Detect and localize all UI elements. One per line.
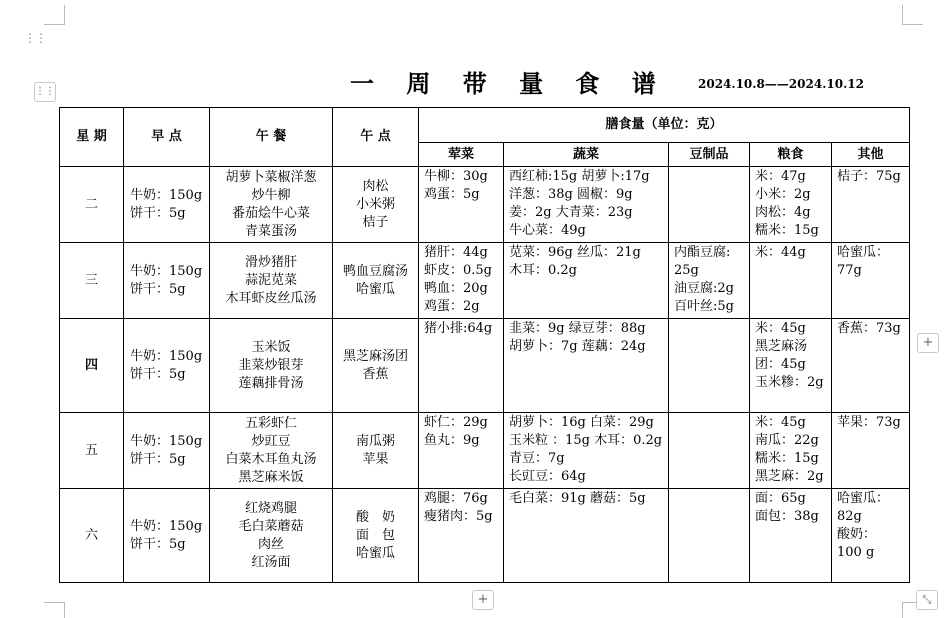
meat-cell[interactable]	[419, 319, 504, 413]
breakfast-line: 饼干：5g	[130, 451, 186, 467]
grain-line: 米：47g	[755, 169, 806, 184]
snack-cell[interactable]	[333, 413, 419, 489]
breakfast-line: 饼干：5g	[130, 205, 186, 221]
table-handle-icon[interactable]: ⋮⋮	[34, 82, 56, 102]
day-cell[interactable]: 五	[60, 413, 124, 489]
vegetable-line: 长豇豆：64g	[509, 469, 586, 484]
soy-cell[interactable]	[669, 243, 750, 319]
grain-line: 米：45g	[755, 415, 806, 430]
lunch-line: 木耳虾皮丝瓜汤	[225, 290, 317, 306]
vegetable-line: 西红柿:15g 胡萝卜:17g	[509, 169, 650, 184]
other-line: 哈蜜瓜：	[837, 245, 890, 260]
grain-line: 米：45g	[755, 321, 806, 336]
vegetable-line: 姜：2g 大青菜：23g	[509, 205, 633, 220]
table-row	[60, 319, 910, 413]
soy-line: 百叶丝:5g	[674, 299, 734, 314]
snack-line: 黑芝麻汤团	[342, 348, 408, 364]
grain-line: 黑芝麻汤	[755, 339, 808, 354]
day-cell[interactable]: 四	[60, 319, 124, 413]
day-cell[interactable]: 二	[60, 167, 124, 243]
snack-line: 南瓜粥	[355, 433, 395, 449]
breakfast-cell[interactable]	[124, 413, 210, 489]
meat-line: 鸡蛋：5g	[424, 187, 480, 202]
soy-line: 25g	[674, 263, 699, 278]
snack-line: 哈蜜瓜	[355, 545, 395, 561]
soy-cell[interactable]	[669, 413, 750, 489]
header-meat: 荤菜	[419, 143, 504, 167]
other-line: 酸奶：	[837, 527, 877, 542]
lunch-line: 黑芝麻米饭	[238, 469, 304, 485]
snack-cell[interactable]	[333, 167, 419, 243]
snack-line: 小米粥	[355, 196, 395, 212]
other-line: 100 g	[837, 545, 875, 560]
breakfast-line: 饼干：5g	[130, 536, 186, 552]
soy-cell[interactable]	[669, 319, 750, 413]
other-line: 苹果：73g	[837, 415, 901, 430]
lunch-cell[interactable]	[210, 167, 333, 243]
lunch-line: 胡萝卜菜椒洋葱	[225, 169, 317, 185]
lunch-cell[interactable]	[210, 243, 333, 319]
breakfast-line: 牛奶：150g	[130, 518, 203, 534]
grain-line: 米：44g	[755, 245, 806, 260]
grain-cell[interactable]	[750, 319, 832, 413]
vegetable-cell[interactable]	[504, 167, 669, 243]
vegetable-line: 胡萝卜：7g 莲藕：24g	[509, 339, 646, 354]
snack-line: 哈蜜瓜	[355, 281, 395, 297]
snack-line: 肉松	[362, 178, 389, 194]
other-line: 77g	[837, 263, 862, 278]
meat-line: 鸡蛋：2g	[424, 299, 480, 314]
lunch-cell[interactable]	[210, 413, 333, 489]
grain-line: 黑芝麻：2g	[755, 469, 824, 484]
vegetable-line: 苋菜：96g 丝瓜：21g	[509, 245, 641, 260]
breakfast-cell[interactable]	[124, 319, 210, 413]
lunch-line: 番茄烩牛心菜	[231, 205, 310, 221]
lunch-line: 青菜蛋汤	[244, 223, 297, 239]
snack-line: 面 包	[355, 527, 395, 543]
vegetable-line: 玉米粒 ：15g 木耳：0.2g	[509, 433, 663, 448]
lunch-line: 红烧鸡腿	[244, 500, 297, 516]
breakfast-line: 牛奶：150g	[130, 433, 203, 449]
table-row	[60, 413, 910, 489]
snack-line: 香蕉	[362, 366, 389, 382]
lunch-line: 蒜泥苋菜	[244, 272, 297, 288]
snack-cell[interactable]	[333, 489, 419, 583]
grain-line: 肉松：4g	[755, 205, 811, 220]
snack-line: 桔子	[362, 214, 389, 230]
meat-cell[interactable]	[419, 413, 504, 489]
add-row-button[interactable]: +	[472, 590, 494, 610]
breakfast-cell[interactable]	[124, 489, 210, 583]
meat-line: 猪小排:64g	[424, 321, 493, 336]
meat-line: 鸭血：20g	[424, 281, 488, 296]
breakfast-line: 饼干：5g	[130, 366, 186, 382]
vegetable-cell[interactable]	[504, 413, 669, 489]
menu-table[interactable]	[59, 107, 910, 583]
snack-line: 苹果	[362, 451, 389, 467]
other-cell[interactable]	[832, 489, 910, 583]
meat-line: 鱼丸：9g	[424, 433, 480, 448]
lunch-line: 炒牛柳	[251, 187, 291, 203]
grain-line: 面：65g	[755, 491, 806, 506]
breakfast-cell[interactable]	[124, 243, 210, 319]
lunch-line: 韭菜炒银芽	[238, 357, 304, 373]
header-weekday: 星 期	[60, 108, 124, 167]
header-grain: 粮食	[750, 143, 832, 167]
other-line: 香蕉：73g	[837, 321, 901, 336]
breakfast-line: 牛奶：150g	[130, 187, 203, 203]
meat-line: 猪肝：44g	[424, 245, 488, 260]
soy-cell[interactable]	[669, 489, 750, 583]
soy-line: 油豆腐:2g	[674, 281, 734, 296]
soy-line: 内酯豆腐:	[674, 245, 731, 260]
other-cell[interactable]	[832, 413, 910, 489]
meat-line: 瘦猪肉：5g	[424, 509, 493, 524]
meat-line: 牛柳：30g	[424, 169, 488, 184]
header-vegetable: 蔬菜	[504, 143, 669, 167]
vegetable-cell[interactable]	[504, 319, 669, 413]
table-row	[60, 243, 910, 319]
meat-cell[interactable]	[419, 489, 504, 583]
vegetable-line: 木耳：0.2g	[509, 263, 577, 278]
grain-line: 糯米：15g	[755, 223, 819, 238]
grain-line: 糯米：15g	[755, 451, 819, 466]
breakfast-line: 牛奶：150g	[130, 348, 203, 364]
soy-cell[interactable]	[669, 167, 750, 243]
resize-table-icon[interactable]: ⤡	[916, 590, 938, 610]
grain-line: 小米：2g	[755, 187, 811, 202]
header-soy: 豆制品	[669, 143, 750, 167]
snack-line: 酸 奶	[355, 509, 395, 525]
lunch-line: 肉丝	[257, 536, 284, 552]
grain-cell[interactable]	[750, 243, 832, 319]
vegetable-line: 牛心菜：49g	[509, 223, 586, 238]
table-row	[60, 489, 910, 583]
other-line: 82g	[837, 509, 862, 524]
grain-cell[interactable]	[750, 489, 832, 583]
lunch-line: 红汤面	[251, 554, 291, 570]
other-cell[interactable]	[832, 319, 910, 413]
header-quantity-group: 膳食量（单位：克）	[419, 108, 910, 143]
vegetable-line: 毛白菜：91g 蘑菇：5g	[509, 491, 646, 506]
lunch-cell[interactable]	[210, 489, 333, 583]
snack-line: 鸭血豆腐汤	[342, 263, 408, 279]
crop-mark-bottom-left	[44, 602, 65, 618]
header-breakfast: 早 点	[124, 108, 210, 167]
crop-mark-top-left	[44, 5, 65, 25]
grain-cell[interactable]	[750, 413, 832, 489]
lunch-line: 玉米饭	[251, 339, 291, 355]
vegetable-line: 青豆：7g	[509, 451, 565, 466]
lunch-cell[interactable]	[210, 319, 333, 413]
drag-handle-icon[interactable]: ⋮⋮	[24, 31, 46, 45]
lunch-line: 毛白菜蘑菇	[238, 518, 304, 534]
other-cell[interactable]	[832, 167, 910, 243]
snack-cell[interactable]	[333, 319, 419, 413]
vegetable-line: 胡萝卜：16g 白菜：29g	[509, 415, 654, 430]
breakfast-cell[interactable]	[124, 167, 210, 243]
grain-line: 玉米糁：2g	[755, 375, 824, 390]
snack-cell[interactable]	[333, 243, 419, 319]
other-line: 哈蜜瓜：	[837, 491, 890, 506]
header-other: 其他	[832, 143, 910, 167]
meat-line: 鸡腿：76g	[424, 491, 488, 506]
add-column-button[interactable]: +	[917, 333, 939, 353]
crop-mark-top-right	[902, 5, 923, 25]
other-line: 桔子：75g	[837, 169, 901, 184]
meat-line: 虾仁：29g	[424, 415, 488, 430]
lunch-line: 白菜木耳鱼丸汤	[225, 451, 317, 467]
vegetable-line: 洋葱：38g 圆椒：9g	[509, 187, 633, 202]
vegetable-line: 韭菜：9g 绿豆芽：88g	[509, 321, 646, 336]
lunch-line: 莲藕排骨汤	[238, 375, 304, 391]
date-range: 2024.10.8——2024.10.12	[698, 77, 864, 91]
meat-line: 虾皮：0.5g	[424, 263, 492, 278]
lunch-line: 五彩虾仁	[244, 415, 297, 431]
header-lunch: 午 餐	[210, 108, 333, 167]
grain-line: 团：45g	[755, 357, 806, 372]
breakfast-line: 饼干：5g	[130, 281, 186, 297]
page-title: 一 周 带 量 食 谱	[350, 69, 668, 98]
vegetable-cell[interactable]	[504, 489, 669, 583]
meat-cell[interactable]	[419, 167, 504, 243]
grain-line: 南瓜：22g	[755, 433, 819, 448]
grain-cell[interactable]	[750, 167, 832, 243]
day-cell[interactable]: 三	[60, 243, 124, 319]
lunch-line: 滑炒猪肝	[244, 254, 297, 270]
table-row	[60, 167, 910, 243]
grain-line: 面包：38g	[755, 509, 819, 524]
day-cell[interactable]: 六	[60, 489, 124, 583]
meat-cell[interactable]	[419, 243, 504, 319]
other-cell[interactable]	[832, 243, 910, 319]
header-snack: 午 点	[333, 108, 419, 167]
vegetable-cell[interactable]	[504, 243, 669, 319]
breakfast-line: 牛奶：150g	[130, 263, 203, 279]
lunch-line: 炒豇豆	[251, 433, 291, 449]
